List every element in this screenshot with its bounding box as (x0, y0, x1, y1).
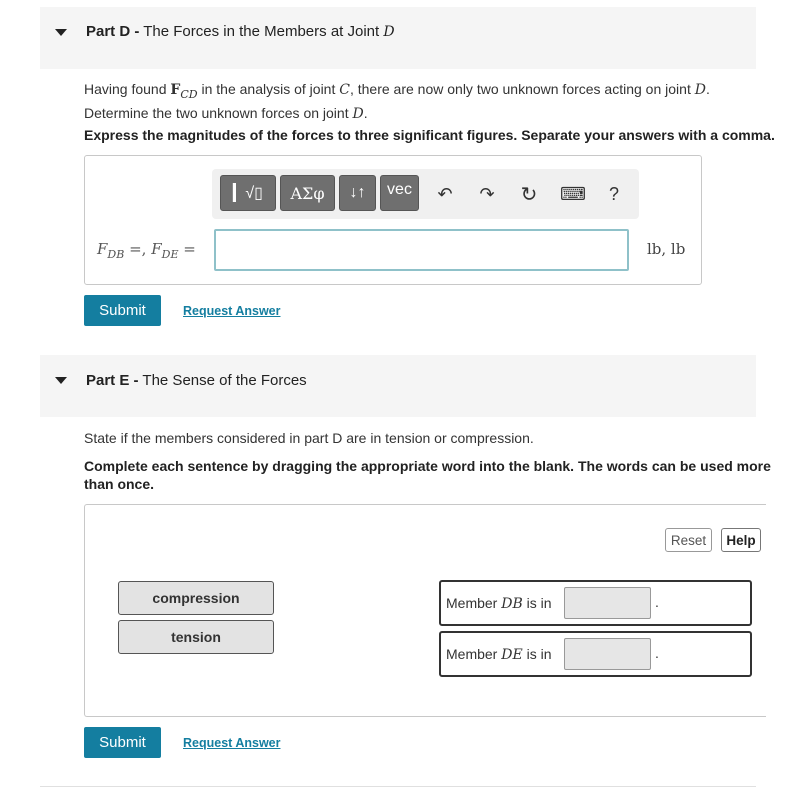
word-chip-tension[interactable]: tension (118, 620, 274, 654)
part-e-request-answer-link[interactable]: Request Answer (183, 736, 281, 750)
undo-icon[interactable]: ↶ (437, 183, 453, 204)
help-icon[interactable]: ? (608, 183, 619, 204)
help-button[interactable]: Help (721, 528, 761, 552)
units-label: lb, lb (647, 240, 686, 258)
reset-button[interactable]: Reset (665, 528, 712, 552)
sentence-period: . (655, 594, 659, 610)
part-d-instruction: Express the magnitudes of the forces to three significant figures. Separate your answers with a comma. (84, 127, 775, 143)
part-e-question: State if the members considered in part D are in tension or compression. (84, 430, 534, 446)
reset-icon[interactable]: ↻ (520, 183, 538, 206)
part-e-header[interactable] (40, 355, 756, 417)
keyboard-icon[interactable]: ⌨ (560, 183, 586, 204)
collapse-caret-icon[interactable] (55, 377, 67, 384)
answer-label: $F_{DB}$ =, $F_{DE}$ = (97, 240, 196, 261)
drop-target-de[interactable] (564, 638, 651, 670)
arrows-button[interactable]: ↓↑ (339, 175, 376, 211)
part-d-title: Part D - The Forces in the Members at Joint D (86, 23, 395, 40)
sentence-member-db (439, 580, 752, 626)
drop-target-db[interactable] (564, 587, 651, 619)
part-e-submit-button[interactable]: Submit (84, 727, 161, 758)
sentence-text: Member DE is in (446, 646, 552, 663)
part-d-question: Having found $F_{CD}$ in the analysis of joint C, there are now only two unknown forces acting on joint D. Determine the two unknown forces on joint D. (84, 81, 710, 122)
divider (40, 786, 756, 787)
part-d-submit-button[interactable]: Submit (84, 295, 161, 326)
vec-button[interactable]: vec (380, 175, 419, 211)
part-e-instruction: Complete each sentence by dragging the appropriate word into the blank. The words can be used more than once. (84, 458, 771, 492)
part-d-request-answer-link[interactable]: Request Answer (183, 304, 281, 318)
part-e-title: Part E - The Sense of the Forces (86, 372, 307, 389)
collapse-caret-icon[interactable] (55, 29, 67, 36)
word-chip-compression[interactable]: compression (118, 581, 274, 615)
sentence-member-de (439, 631, 752, 677)
math-toolbar (212, 169, 639, 219)
redo-icon[interactable]: ↷ (479, 183, 495, 204)
sentence-text: Member DB is in (446, 595, 552, 612)
answer-input[interactable] (214, 229, 629, 271)
part-d-header[interactable] (40, 7, 756, 69)
templates-button[interactable]: ▎√▯ (220, 175, 276, 211)
sentence-period: . (655, 645, 659, 661)
greek-symbols-button[interactable]: ΑΣφ (280, 175, 335, 211)
